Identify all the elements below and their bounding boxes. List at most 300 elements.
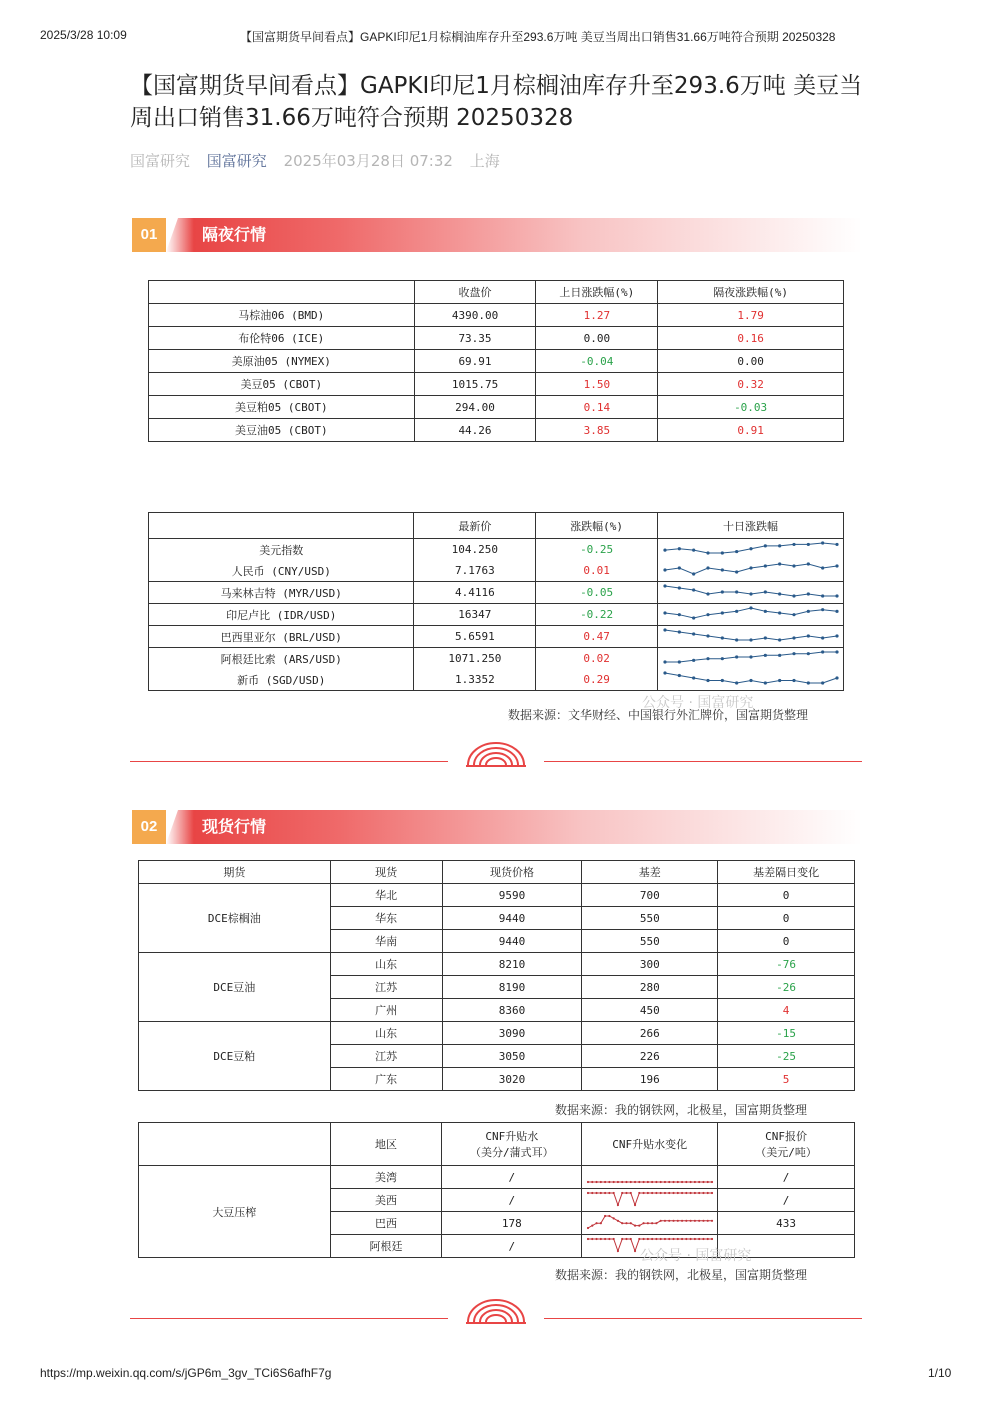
sparkline-point [642,1191,644,1193]
sparkline-point [735,550,738,553]
crush-source-note: 数据来源：我的钢铁网，北极星，国富期货整理 [555,1268,808,1282]
sparkline-point [706,1191,708,1193]
sparkline-point [835,676,838,679]
page-url: https://mp.weixin.qq.com/s/jGP6m_3gv_TCi6S6afhF7g [40,1366,332,1380]
basis: 550 [582,930,718,953]
section-label: 现货行情 [202,817,267,836]
sparkline-point [634,1224,636,1226]
sparkline-point [685,1237,687,1239]
sparkline-point [689,1237,691,1239]
sparkline-point [651,1222,653,1224]
sparkline-point [655,1180,657,1182]
sparkline-point [625,1222,627,1224]
ten-day-trend [658,604,844,626]
close-price: 69.91 [414,350,536,373]
print-datetime: 2025/3/28 10:09 [40,28,127,42]
close-price: 294.00 [414,396,536,419]
sparkline-point [749,679,752,682]
sparkline-point [735,590,738,593]
sparkline-point [668,1180,670,1182]
sparkline-point [663,611,666,614]
ten-day-trend [658,626,844,648]
sparkline-point [835,543,838,546]
account-link[interactable]: 国富研究 [206,152,267,170]
sparkline-point [677,566,680,569]
sparkline-point [629,1180,631,1182]
latest-price: 1071.250 [414,648,536,670]
sparkline-point [646,1237,648,1239]
instrument-name: 美豆油05 (CBOT) [149,419,415,442]
sparkline-point [706,679,709,682]
sparkline-point [617,1180,619,1182]
spot-price: 3050 [442,1045,582,1068]
sparkline-point [806,634,809,637]
spot-price: 9440 [442,930,582,953]
sparkline-point [720,657,723,660]
cnf-premium: / [442,1235,582,1258]
close-price: 44.26 [414,419,536,442]
spot-price: 3020 [442,1068,582,1091]
table-row [149,669,844,691]
spot-price: 3090 [442,1022,582,1045]
table-row [149,396,844,419]
column-header: 上日涨跌幅(%) [536,281,658,304]
sparkline-point [651,1180,653,1182]
crush-table [138,1122,855,1258]
sparkline-chart [661,604,841,622]
change-pct: 0.29 [536,669,658,691]
basis: 280 [582,976,718,999]
sparkline-point [595,1237,597,1239]
sparkline-point [735,570,738,573]
spot-table [138,860,855,1091]
currency-name: 印尼卢比 (IDR/USD) [149,604,414,626]
sparkline-point [763,636,766,639]
sparkline-point [591,1180,593,1182]
sparkline-point [608,1214,610,1216]
overnight-change: 0.91 [658,419,844,442]
sparkline-point [763,610,766,613]
spot-price: 8360 [442,999,582,1022]
table-row [149,350,844,373]
column-header: CNF报价 （美元/吨） [718,1123,855,1166]
sparkline-point [763,590,766,593]
sparkline-point [735,681,738,684]
fx-table [148,512,844,691]
spot-region: 江苏 [330,976,442,999]
sparkline-point [663,549,666,552]
sparkline-point [608,1180,610,1182]
article-title: 【国富期货早间看点】GAPKI印尼1月棕榈油库存升至293.6万吨 美豆当周出口销售31.66万吨符合预期 20250328 [130,73,863,131]
sparkline-point [792,543,795,546]
sparkline-point [604,1191,606,1193]
sparkline-point [629,1222,631,1224]
sparkline-point [676,1180,678,1182]
sparkline-point [612,1237,614,1239]
sparkline-point [587,1226,589,1228]
latest-price: 1.3352 [414,669,536,691]
column-header: CNF升贴水 （美分/蒲式耳） [442,1123,582,1166]
sparkline-point [599,1180,601,1182]
article-date: 2025年03月28日 07:32 [283,152,453,170]
basis-change: -25 [718,1045,855,1068]
sparkline-point [672,1191,674,1193]
section-header-spot [132,810,862,844]
sparkline-chart [585,1190,715,1208]
prev-day-change: 3.85 [536,419,658,442]
sparkline-point [659,1180,661,1182]
spot-price: 9440 [442,907,582,930]
table-row [149,304,844,327]
spot-region: 山东 [330,1022,442,1045]
sparkline-chart [585,1213,715,1231]
sparkline-point [646,1191,648,1193]
sparkline-point [672,1237,674,1239]
column-header: 期货 [139,861,331,884]
sparkline-point [778,679,781,682]
sparkline-point [806,543,809,546]
table-row [149,560,844,582]
overnight-change: 0.32 [658,373,844,396]
sparkline-point [806,562,809,565]
sparkline-point [698,1191,700,1193]
sparkline-point [706,592,709,595]
sparkline-point [646,1222,648,1224]
currency-name: 阿根廷比索 (ARS/USD) [149,648,414,670]
sparkline-point [617,1219,619,1221]
sparkline-point [749,547,752,550]
cnf-premium-trend [582,1189,718,1212]
ten-day-trend [658,669,844,691]
spot-region: 华北 [330,884,442,907]
sparkline-point [806,652,809,655]
sparkline-point [655,1237,657,1239]
sparkline-point [706,1180,708,1182]
cnf-quote: / [718,1166,855,1189]
sparkline-point [659,1237,661,1239]
sparkline-point [706,551,709,554]
close-price: 73.35 [414,327,536,350]
cnf-premium: / [442,1166,582,1189]
sparkline-chart [661,648,841,666]
sparkline-point [735,655,738,658]
sparkline-chart [661,560,841,578]
sparkline-point [835,610,838,613]
spot-price: 8210 [442,953,582,976]
sparkline-point [591,1237,593,1239]
sparkline-point [681,1219,683,1221]
sparkline-point [693,1191,695,1193]
sparkline-point [663,628,666,631]
cnf-premium: / [442,1189,582,1212]
instrument-name: 布伦特06 (ICE) [149,327,415,350]
sparkline-point [698,1180,700,1182]
sparkline-point [792,594,795,597]
table-row [149,648,844,670]
sparkline-point [693,1180,695,1182]
table-row [149,626,844,648]
sparkline-point [651,1191,653,1193]
column-header [149,513,414,539]
sparkline-point [763,564,766,567]
divider-line [544,1318,862,1319]
overnight-change: 0.16 [658,327,844,350]
sparkline-point [676,1219,678,1221]
sparkline-point [663,671,666,674]
watermark: 公众号 · 国富研究 [642,695,754,711]
spot-price: 9590 [442,884,582,907]
sparkline-point [676,1191,678,1193]
section-number: 02 [132,810,166,844]
sparkline-point [612,1217,614,1219]
section-header-overnight [132,218,862,252]
sparkline-point [663,660,666,663]
spot-price: 8190 [442,976,582,999]
sparkline-point [711,1191,713,1193]
sparkline-point [806,681,809,684]
overnight-table [148,280,844,442]
sparkline-point [692,572,695,575]
future-contract: DCE豆油 [139,953,331,1022]
sparkline-point [821,650,824,653]
sparkline-chart [661,626,841,644]
sparkline-point [612,1180,614,1182]
prev-day-change: 1.27 [536,304,658,327]
column-header [139,1123,331,1166]
sparkline-point [638,1224,640,1226]
sparkline-point [706,1219,708,1221]
sparkline-point [629,1191,631,1193]
sparkline-point [617,1203,619,1205]
sparkline-point [599,1191,601,1193]
section-number: 01 [132,218,166,252]
sparkline-point [792,613,795,616]
fx-source-note: 数据来源：文华财经、中国银行外汇牌价，国富期货整理 [508,708,809,722]
prev-day-change: 1.50 [536,373,658,396]
overnight-change: 1.79 [658,304,844,327]
sparkline-point [711,1237,713,1239]
sparkline-point [677,630,680,633]
sparkline-point [749,606,752,609]
table-row [149,327,844,350]
sparkline-point [642,1222,644,1224]
sparkline-point [634,1249,636,1251]
sparkline-point [835,634,838,637]
basis: 300 [582,953,718,976]
sparkline-point [621,1191,623,1193]
sparkline-point [642,1180,644,1182]
ten-day-trend [658,539,844,561]
column-header: 地区 [330,1123,442,1166]
column-header: 收盘价 [414,281,536,304]
sparkline-point [706,613,709,616]
page-number: 1/10 [928,1366,952,1380]
sparkline-point [720,551,723,554]
currency-name: 人民币 (CNY/USD) [149,560,414,582]
sparkline-point [711,1219,713,1221]
basis-change: 4 [718,999,855,1022]
overnight-change: 0.00 [658,350,844,373]
divider-line [130,761,448,762]
basis-change: 0 [718,907,855,930]
sparkline-point [821,681,824,684]
change-pct: -0.25 [536,539,658,561]
instrument-name: 美原油05 (NYMEX) [149,350,415,373]
cnf-quote: / [718,1189,855,1212]
sparkline-point [835,564,838,567]
latest-price: 104.250 [414,539,536,561]
sparkline-point [677,613,680,616]
origin-region: 美西 [330,1189,442,1212]
sparkline-point [587,1237,589,1239]
sparkline-point [821,541,824,544]
origin-region: 阿根廷 [330,1235,442,1258]
sparkline-point [604,1237,606,1239]
basis: 226 [582,1045,718,1068]
sparkline-point [591,1224,593,1226]
table-row [149,582,844,604]
basis-change: 5 [718,1068,855,1091]
sparkline-point [685,1191,687,1193]
sparkline-point [821,594,824,597]
sparkline-point [749,566,752,569]
basis: 266 [582,1022,718,1045]
sparkline-point [792,679,795,682]
sparkline-point [778,638,781,641]
change-pct: -0.22 [536,604,658,626]
sparkline-point [672,1180,674,1182]
sparkline-point [706,1237,708,1239]
article-meta [130,150,512,171]
sparkline-point [689,1180,691,1182]
sparkline-point [677,674,680,677]
basis-change: -26 [718,976,855,999]
change-pct: -0.05 [536,582,658,604]
table-row [139,884,855,907]
sparkline-point [720,611,723,614]
currency-name: 马来林吉特 (MYR/USD) [149,582,414,604]
sparkline-point [672,1219,674,1221]
sparkline-point [692,632,695,635]
sparkline-point [587,1180,589,1182]
sparkline-point [676,1237,678,1239]
column-header: 基差隔日变化 [718,861,855,884]
sparkline-point [689,1219,691,1221]
sparkline-point [677,547,680,550]
sparkline-point [778,562,781,565]
sparkline-point [735,610,738,613]
watermark: 公众号 · 国富研究 [640,1248,752,1264]
table-row [139,1166,855,1189]
sparkline-point [608,1191,610,1193]
sparkline-point [792,564,795,567]
prev-day-change: 0.00 [536,327,658,350]
sparkline-point [702,1219,704,1221]
sparkline-point [711,1180,713,1182]
basis-change: -76 [718,953,855,976]
latest-price: 16347 [414,604,536,626]
sparkline-point [706,566,709,569]
sparkline-point [677,660,680,663]
sparkline-point [681,1191,683,1193]
sparkline-point [702,1180,704,1182]
article-source: 国富研究 [130,152,191,170]
prev-day-change: 0.14 [536,396,658,419]
table-row [149,419,844,442]
sparkline-point [599,1222,601,1224]
sparkline-point [655,1222,657,1224]
sparkline-point [621,1180,623,1182]
sparkline-point [587,1191,589,1193]
latest-price: 5.6591 [414,626,536,648]
sparkline-point [642,1237,644,1239]
sparkline-point [664,1237,666,1239]
sparkline-point [677,586,680,589]
sparkline-point [835,650,838,653]
crush-group: 大豆压榨 [139,1166,331,1258]
sparkline-point [720,636,723,639]
sparkline-point [806,592,809,595]
sparkline-point [835,594,838,597]
sparkline-point [720,590,723,593]
sparkline-point [706,657,709,660]
sparkline-chart [661,669,841,687]
sparkline-point [621,1237,623,1239]
article-location: 上海 [469,152,500,170]
basis-change: -15 [718,1022,855,1045]
column-header: CNF升贴水变化 [582,1123,718,1166]
sparkline-point [778,654,781,657]
sparkline-point [638,1237,640,1239]
sparkline-point [617,1249,619,1251]
sparkline-point [821,566,824,569]
latest-price: 4.4116 [414,582,536,604]
cnf-quote: 433 [718,1212,855,1235]
spot-region: 华东 [330,907,442,930]
ten-day-trend [658,582,844,604]
sparkline-point [720,679,723,682]
sparkline-point [664,1180,666,1182]
future-contract: DCE豆粕 [139,1022,331,1091]
sparkline-point [821,608,824,611]
spot-source-note: 数据来源：我的钢铁网，北极星，国富期货整理 [555,1103,808,1117]
sparkline-point [668,1219,670,1221]
sparkline-point [749,592,752,595]
sparkline-point [625,1180,627,1182]
sparkline-point [763,654,766,657]
column-header: 最新价 [414,513,536,539]
table-row [149,373,844,396]
sparkline-point [749,655,752,658]
sparkline-point [692,549,695,552]
cnf-premium-trend [582,1212,718,1235]
table-row [139,1022,855,1045]
sparkline-point [692,676,695,679]
prev-day-change: -0.04 [536,350,658,373]
sparkline-chart [661,539,841,557]
sparkline-point [821,636,824,639]
cnf-premium: 178 [442,1212,582,1235]
sparkline-chart [661,582,841,600]
sparkline-point [693,1219,695,1221]
currency-name: 美元指数 [149,539,414,561]
sparkline-point [651,1237,653,1239]
sparkline-point [668,1191,670,1193]
sparkline-point [778,544,781,547]
divider-line [130,1318,448,1319]
sparkline-point [664,1219,666,1221]
spot-region: 山东 [330,953,442,976]
